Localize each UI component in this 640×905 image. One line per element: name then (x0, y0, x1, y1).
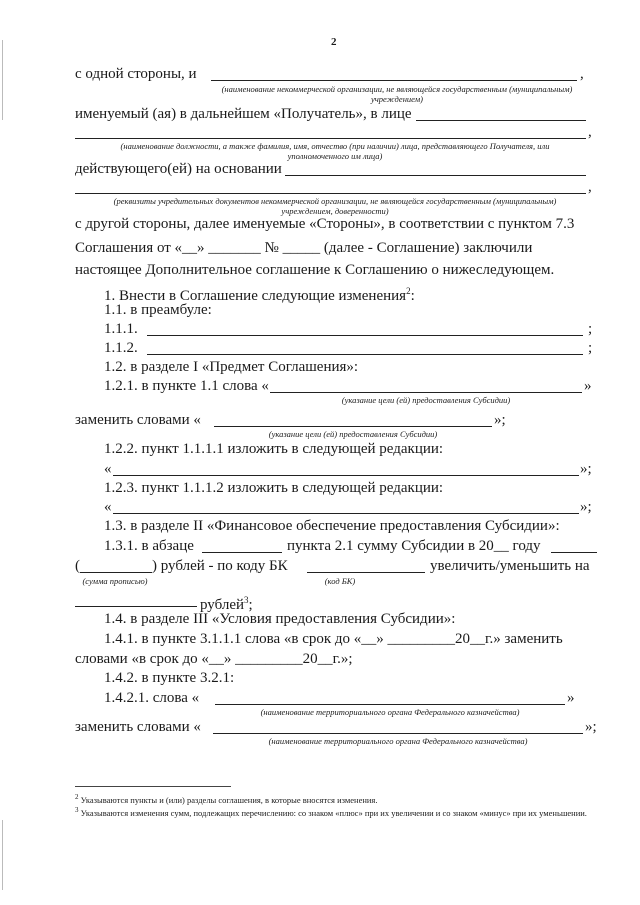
text-line: »; (580, 461, 592, 477)
text-line: 1.2. в разделе I «Предмет Соглашения»: (104, 359, 359, 375)
footnote-text: Указываются изменения сумм, подлежащих перечислению: со знаком «плюс» при их увеличении и со знаком «минус» при их уменьшении. (80, 807, 587, 818)
page-number: 2 (331, 36, 337, 48)
text-line: 1.3.1. в абзаце (104, 538, 194, 554)
fill-line[interactable] (75, 138, 586, 139)
text-line: заменить словами « (75, 719, 201, 735)
text-line: 1.1. в преамбуле: (104, 302, 212, 318)
fill-line[interactable] (211, 80, 577, 81)
fill-line[interactable] (213, 733, 583, 734)
field-caption: (наименование некоммерческой организации, не являющейся государственным (муниципальным) учреждением) (221, 84, 573, 104)
fill-line[interactable] (75, 606, 197, 607)
field-caption: (указание цели (ей) предоставления Субсидии) (268, 429, 438, 439)
text-line: , (588, 124, 592, 140)
text-line: настоящее Дополнительное соглашение к Соглашению о нижеследующем. (75, 262, 555, 278)
text-line: именуемый (ая) в дальнейшем «Получатель», в лице (75, 106, 412, 122)
text-line: ) рублей - по коду БК (152, 558, 288, 574)
fill-line[interactable] (285, 175, 586, 176)
footnote-ref: 3 (244, 595, 249, 605)
text-line: 1.4.1. в пункте 3.1.1.1 слова «в срок до «__» _________20__г.» заменить (104, 631, 563, 647)
field-caption: (наименование территориального органа Федерального казначейства) (260, 707, 520, 717)
text-line: 1.4.2.1. слова « (104, 690, 200, 706)
fill-line[interactable] (113, 475, 579, 476)
text-line: , (588, 179, 592, 195)
scan-edge (2, 820, 3, 890)
text-line: увеличить/уменьшить на (430, 558, 590, 574)
fill-line[interactable] (80, 572, 152, 573)
field-caption: (сумма прописью) (82, 576, 148, 586)
fill-line[interactable] (307, 572, 425, 573)
field-caption: (код БК) (324, 576, 356, 586)
text-line: 1.3. в разделе II «Финансовое обеспечение предоставления Субсидии»: (104, 518, 560, 534)
text-line: заменить словами « (75, 412, 201, 428)
fill-line[interactable] (416, 120, 586, 121)
footnote-separator (75, 786, 231, 787)
fill-line[interactable] (214, 426, 492, 427)
text-line: ; (588, 321, 593, 337)
text-line: 1.1.2. (104, 340, 138, 356)
text-line: с другой стороны, далее именуемые «Стороны», в соответствии с пунктом 7.3 (75, 216, 575, 232)
field-caption: (указание цели (ей) предоставления Субсидии) (341, 395, 511, 405)
footnote-mark: 3 (75, 806, 79, 814)
fill-line[interactable] (75, 193, 586, 194)
fill-line[interactable] (147, 335, 583, 336)
text-line: с одной стороны, и (75, 66, 197, 82)
text-line: Соглашения от «__» _______ № _____ (далее - Соглашение) заключили (75, 240, 533, 256)
footnote (75, 805, 615, 819)
text-line: « (104, 461, 112, 477)
text-line: »; (494, 412, 506, 428)
text-line: » (584, 378, 592, 394)
field-caption: (наименование территориального органа Федерального казначейства) (268, 736, 528, 746)
text-line: 1.1.1. (104, 321, 138, 337)
text-line: действующего(ей) на основании (75, 161, 282, 177)
scan-edge (2, 40, 3, 120)
text-line: пункта 2.1 сумму Субсидии в 20__ году (287, 538, 541, 554)
fill-line[interactable] (270, 392, 582, 393)
footnote-mark: 2 (75, 793, 79, 801)
text-line: 1. Внести в Соглашение следующие изменения$^2$: (104, 286, 415, 304)
footnote-text: Указываются пункты и (или) разделы соглашения, в которые вносятся изменения. (80, 794, 378, 805)
text-line: 1.2.2. пункт 1.1.1.1 изложить в следующей редакции: (104, 441, 444, 457)
fill-line[interactable] (215, 704, 565, 705)
text-line: ( (75, 558, 80, 574)
footnote (75, 792, 615, 806)
text-line: ; (588, 340, 593, 356)
fill-line[interactable] (113, 513, 579, 514)
field-caption: (наименование должности, а также фамилия, имя, отчество (при наличии) лица, представляющего Получателя, или уполномоченного им лица) (120, 141, 550, 161)
footnote-ref: 2 (406, 286, 411, 296)
text-line: 1.2.3. пункт 1.1.1.2 изложить в следующей редакции: (104, 480, 444, 496)
text-line: » (567, 690, 575, 706)
text-line: « (104, 499, 112, 515)
field-caption: (реквизиты учредительных документов некоммерческой организации, не являющейся государственным (муниципальным) учреждением, доверенности) (113, 196, 557, 216)
text-line: словами «в срок до «__» _________20__г.»; (75, 651, 353, 667)
fill-line[interactable] (551, 552, 597, 553)
text-line: »; (580, 499, 592, 515)
fill-line[interactable] (202, 552, 282, 553)
text-line: »; (585, 719, 597, 735)
fill-line[interactable] (147, 354, 583, 355)
text-line: 1.4.2. в пункте 3.2.1: (104, 670, 235, 686)
text-line: 1.2.1. в пункте 1.1 слова « (104, 378, 269, 394)
text-line: , (580, 66, 584, 82)
text-line: рублей$^3$; (200, 595, 253, 613)
text-line: 1.4. в разделе III «Условия предоставления Субсидии»: (104, 611, 456, 627)
